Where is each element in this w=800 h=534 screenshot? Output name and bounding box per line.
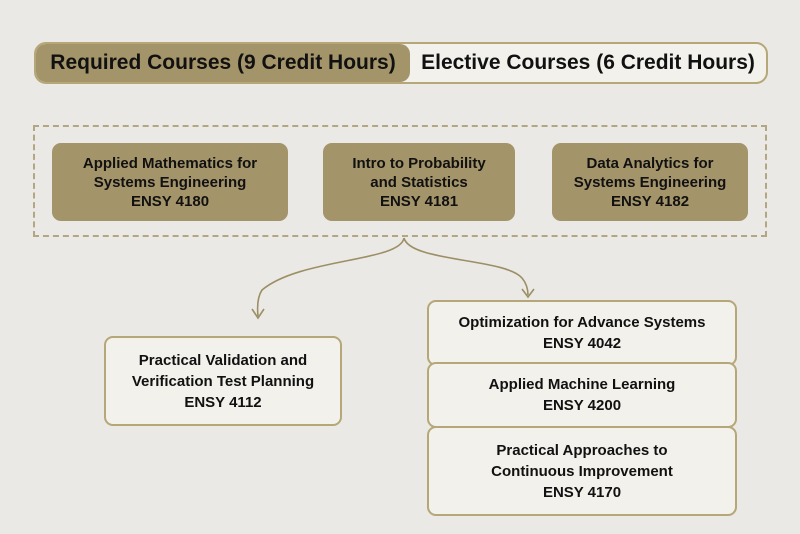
course-title-line1: Practical Validation and: [138, 351, 308, 369]
elective-course-card: [427, 362, 737, 428]
course-title-line2: Systems Engineering: [573, 173, 727, 191]
course-title-line1: Optimization for Advance Systems: [458, 314, 706, 331]
course-title-line1: Data Analytics for: [586, 154, 714, 172]
course-title-line1: Practical Approaches to: [496, 441, 668, 459]
course-code: ENSY 4200: [542, 397, 622, 414]
course-title-line1: Applied Machine Learning: [488, 376, 676, 393]
course-title-line1: Applied Mathematics for: [82, 154, 258, 172]
course-code: ENSY 4112: [184, 393, 262, 411]
course-title-line2: Continuous Improvement: [491, 462, 673, 480]
elective-course-card: [427, 300, 737, 366]
course-code: ENSY 4180: [130, 192, 210, 210]
legend-elective: Elective Courses (6 Credit Hours): [421, 51, 755, 74]
elective-course-card: [104, 336, 342, 426]
course-title-line2: Systems Engineering: [93, 173, 247, 191]
course-title-line2: and Statistics: [370, 173, 468, 191]
course-title-line1: Intro to Probability: [352, 154, 486, 172]
course-title-line2: Verification Test Planning: [131, 372, 315, 390]
arrow-right: [404, 238, 528, 295]
course-code: ENSY 4182: [610, 192, 690, 210]
elective-course-card: [427, 426, 737, 516]
arrow-left: [258, 238, 404, 316]
course-code: ENSY 4042: [542, 335, 622, 352]
course-code: ENSY 4170: [542, 483, 622, 501]
legend-required: Required Courses (9 Credit Hours): [36, 44, 410, 82]
course-code: ENSY 4181: [379, 192, 459, 210]
